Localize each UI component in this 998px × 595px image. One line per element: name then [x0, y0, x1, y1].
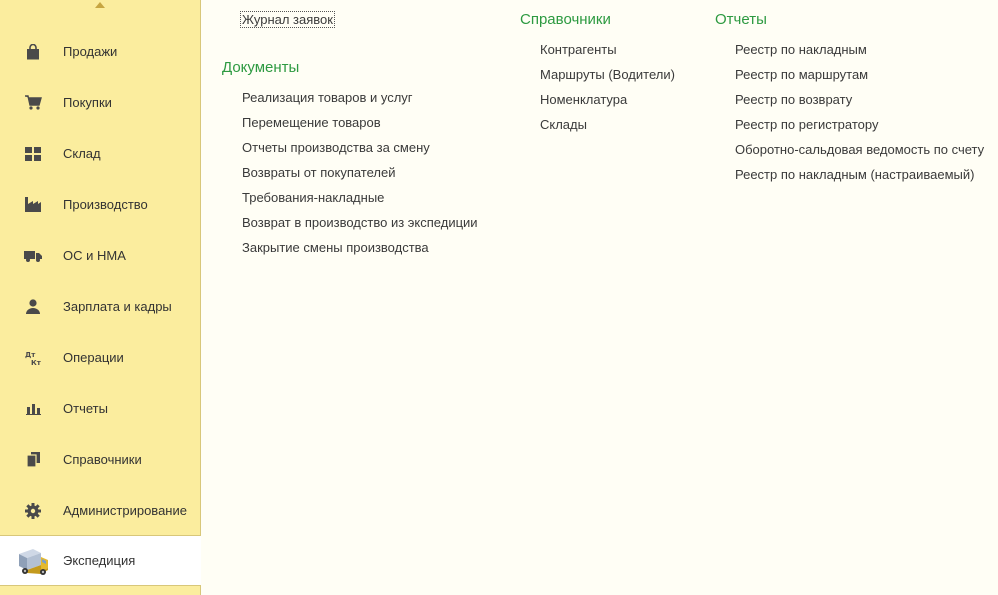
svg-text:Кт: Кт	[31, 358, 41, 366]
sidebar-item-references[interactable]	[0, 434, 200, 485]
gear-icon	[24, 502, 42, 520]
references-link[interactable]: Контрагенты	[540, 42, 617, 57]
sidebar-item-label: Экспедиция	[63, 553, 136, 568]
sidebar-item-warehouse[interactable]	[0, 128, 200, 179]
sidebar-item-sales[interactable]	[0, 26, 200, 77]
reports-link[interactable]: Реестр по накладным (настраиваемый)	[735, 167, 975, 182]
books-icon	[24, 451, 42, 469]
debit-credit-icon	[24, 349, 42, 367]
cart-icon	[24, 94, 42, 112]
documents-link[interactable]: Отчеты производства за смену	[242, 140, 430, 155]
sidebar-item-payroll[interactable]	[0, 281, 200, 332]
references-link[interactable]: Номенклатура	[540, 92, 628, 107]
sidebar-item-label: Операции	[63, 350, 124, 365]
sidebar-item-label: Склад	[63, 146, 101, 161]
sidebar-item-label: Покупки	[63, 95, 112, 110]
sidebar-item-expedition[interactable]	[0, 535, 201, 586]
sidebar-item-reports[interactable]	[0, 383, 200, 434]
sidebar-item-operations[interactable]	[0, 332, 200, 383]
documents-section-title: Документы	[222, 59, 300, 76]
shopping-bag-icon	[24, 43, 42, 61]
references-link[interactable]: Склады	[540, 117, 587, 132]
sidebar-item-administration[interactable]	[0, 485, 200, 536]
reports-link[interactable]: Оборотно-сальдовая ведомость по счету	[735, 142, 985, 157]
documents-link[interactable]: Возврат в производство из экспедиции	[242, 215, 478, 230]
sidebar-item-purchases[interactable]	[0, 77, 200, 128]
documents-link[interactable]: Перемещение товаров	[242, 115, 381, 130]
documents-link[interactable]: Возвраты от покупателей	[242, 165, 396, 180]
references-link[interactable]: Маршруты (Водители)	[540, 67, 675, 82]
sidebar-item-label: ОС и НМА	[63, 248, 126, 263]
main-content	[201, 0, 998, 595]
svg-text:Дт: Дт	[25, 350, 36, 359]
documents-link[interactable]: Реализация товаров и услуг	[242, 90, 413, 105]
sidebar-item-label: Продажи	[63, 44, 118, 59]
reports-link[interactable]: Реестр по возврату	[735, 92, 853, 107]
warehouse-grid-icon	[24, 145, 42, 163]
sidebar-item-production[interactable]	[0, 179, 200, 230]
documents-link[interactable]: Требования-накладные	[242, 190, 385, 205]
reports-link[interactable]: Реестр по регистратору	[735, 117, 879, 132]
bar-chart-icon	[24, 400, 42, 418]
person-icon	[24, 298, 42, 316]
scroll-up-arrow-icon[interactable]	[95, 2, 105, 8]
reports-link[interactable]: Реестр по маршрутам	[735, 67, 869, 82]
reports-section-title: Отчеты	[715, 11, 767, 28]
sidebar-item-label: Отчеты	[63, 401, 108, 416]
journal-link[interactable]: Журнал заявок	[242, 12, 333, 27]
sidebar-item-label: Зарплата и кадры	[63, 299, 172, 314]
sidebar-item-label: Производство	[63, 197, 148, 212]
delivery-truck-icon	[15, 546, 51, 576]
sidebar-item-fixed-assets[interactable]	[0, 230, 200, 281]
sidebar-item-label: Администрирование	[63, 503, 187, 518]
references-section-title: Справочники	[520, 11, 611, 28]
truck-icon	[24, 247, 42, 265]
reports-link[interactable]: Реестр по накладным	[735, 42, 867, 57]
factory-icon	[24, 196, 42, 214]
documents-link[interactable]: Закрытие смены производства	[242, 240, 429, 255]
sidebar	[0, 0, 201, 595]
sidebar-item-label: Справочники	[63, 452, 142, 467]
